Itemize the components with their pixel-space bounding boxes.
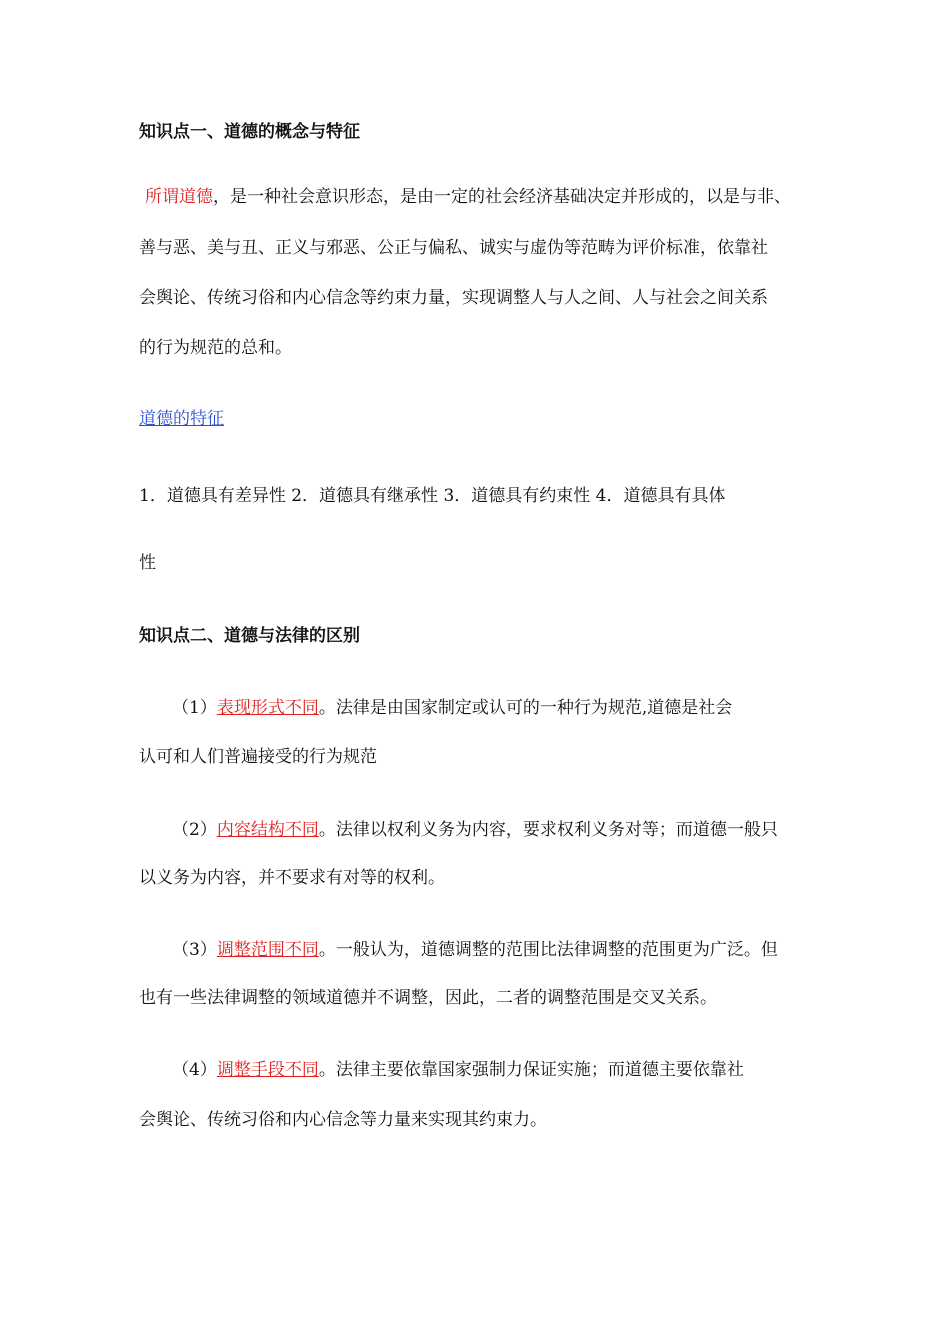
item-key: 表现形式不同 <box>216 698 319 718</box>
definition-line-2: 善与恶、美与丑、正义与邪恶、公正与偏私、诚实与虚伪等范畴为评价标准，依靠社 <box>139 238 768 258</box>
definition-text-1: ，是一种社会意识形态，是由一定的社会经济基础决定并形成的，以是与非、 <box>213 187 791 207</box>
difference-item-1-cont: 认可和人们普遍接受的行为规范 <box>139 747 377 767</box>
item-text: 。法律以权利义务为内容，要求权利义务对等；而道德一般只 <box>318 820 778 840</box>
section2-heading: 知识点二、道德与法律的区别 <box>139 626 360 646</box>
item-key: 调整范围不同 <box>216 940 319 960</box>
item-number: （2） <box>172 820 217 840</box>
item-text: 。一般认为，道德调整的范围比法律调整的范围更为广泛。但 <box>318 940 778 960</box>
features-list-line-1: 1．道德具有差异性 2．道德具有继承性 3．道德具有约束性 4．道德具有具体 <box>139 486 726 506</box>
difference-item-3 <box>172 938 778 962</box>
item-key: 内容结构不同 <box>216 820 319 840</box>
definition-line-3: 会舆论、传统习俗和内心信念等约束力量，实现调整人与人之间、人与社会之间关系 <box>139 288 768 308</box>
definition-line-1 <box>145 185 791 209</box>
difference-item-1 <box>172 696 732 720</box>
features-list-line-2: 性 <box>139 553 156 573</box>
difference-item-3-cont: 也有一些法律调整的领域道德并不调整，因此，二者的调整范围是交叉关系。 <box>139 988 717 1008</box>
difference-item-2-cont: 以义务为内容，并不要求有对等的权利。 <box>139 868 445 888</box>
item-key: 调整手段不同 <box>216 1060 319 1080</box>
item-number: （3） <box>172 940 217 960</box>
features-link[interactable]: 道德的特征 <box>139 409 224 429</box>
section1-heading: 知识点一、道德的概念与特征 <box>139 122 360 142</box>
difference-item-4 <box>172 1058 744 1082</box>
item-number: （4） <box>172 1060 217 1080</box>
item-number: （1） <box>172 698 217 718</box>
definition-term: 所谓道德 <box>145 187 213 207</box>
item-text: 。法律是由国家制定或认可的一种行为规范,道德是社会 <box>318 698 733 718</box>
item-text: 。法律主要依靠国家强制力保证实施；而道德主要依靠社 <box>318 1060 744 1080</box>
difference-item-4-cont: 会舆论、传统习俗和内心信念等力量来实现其约束力。 <box>139 1110 547 1130</box>
definition-line-4: 的行为规范的总和。 <box>139 338 292 358</box>
difference-item-2 <box>172 818 778 842</box>
